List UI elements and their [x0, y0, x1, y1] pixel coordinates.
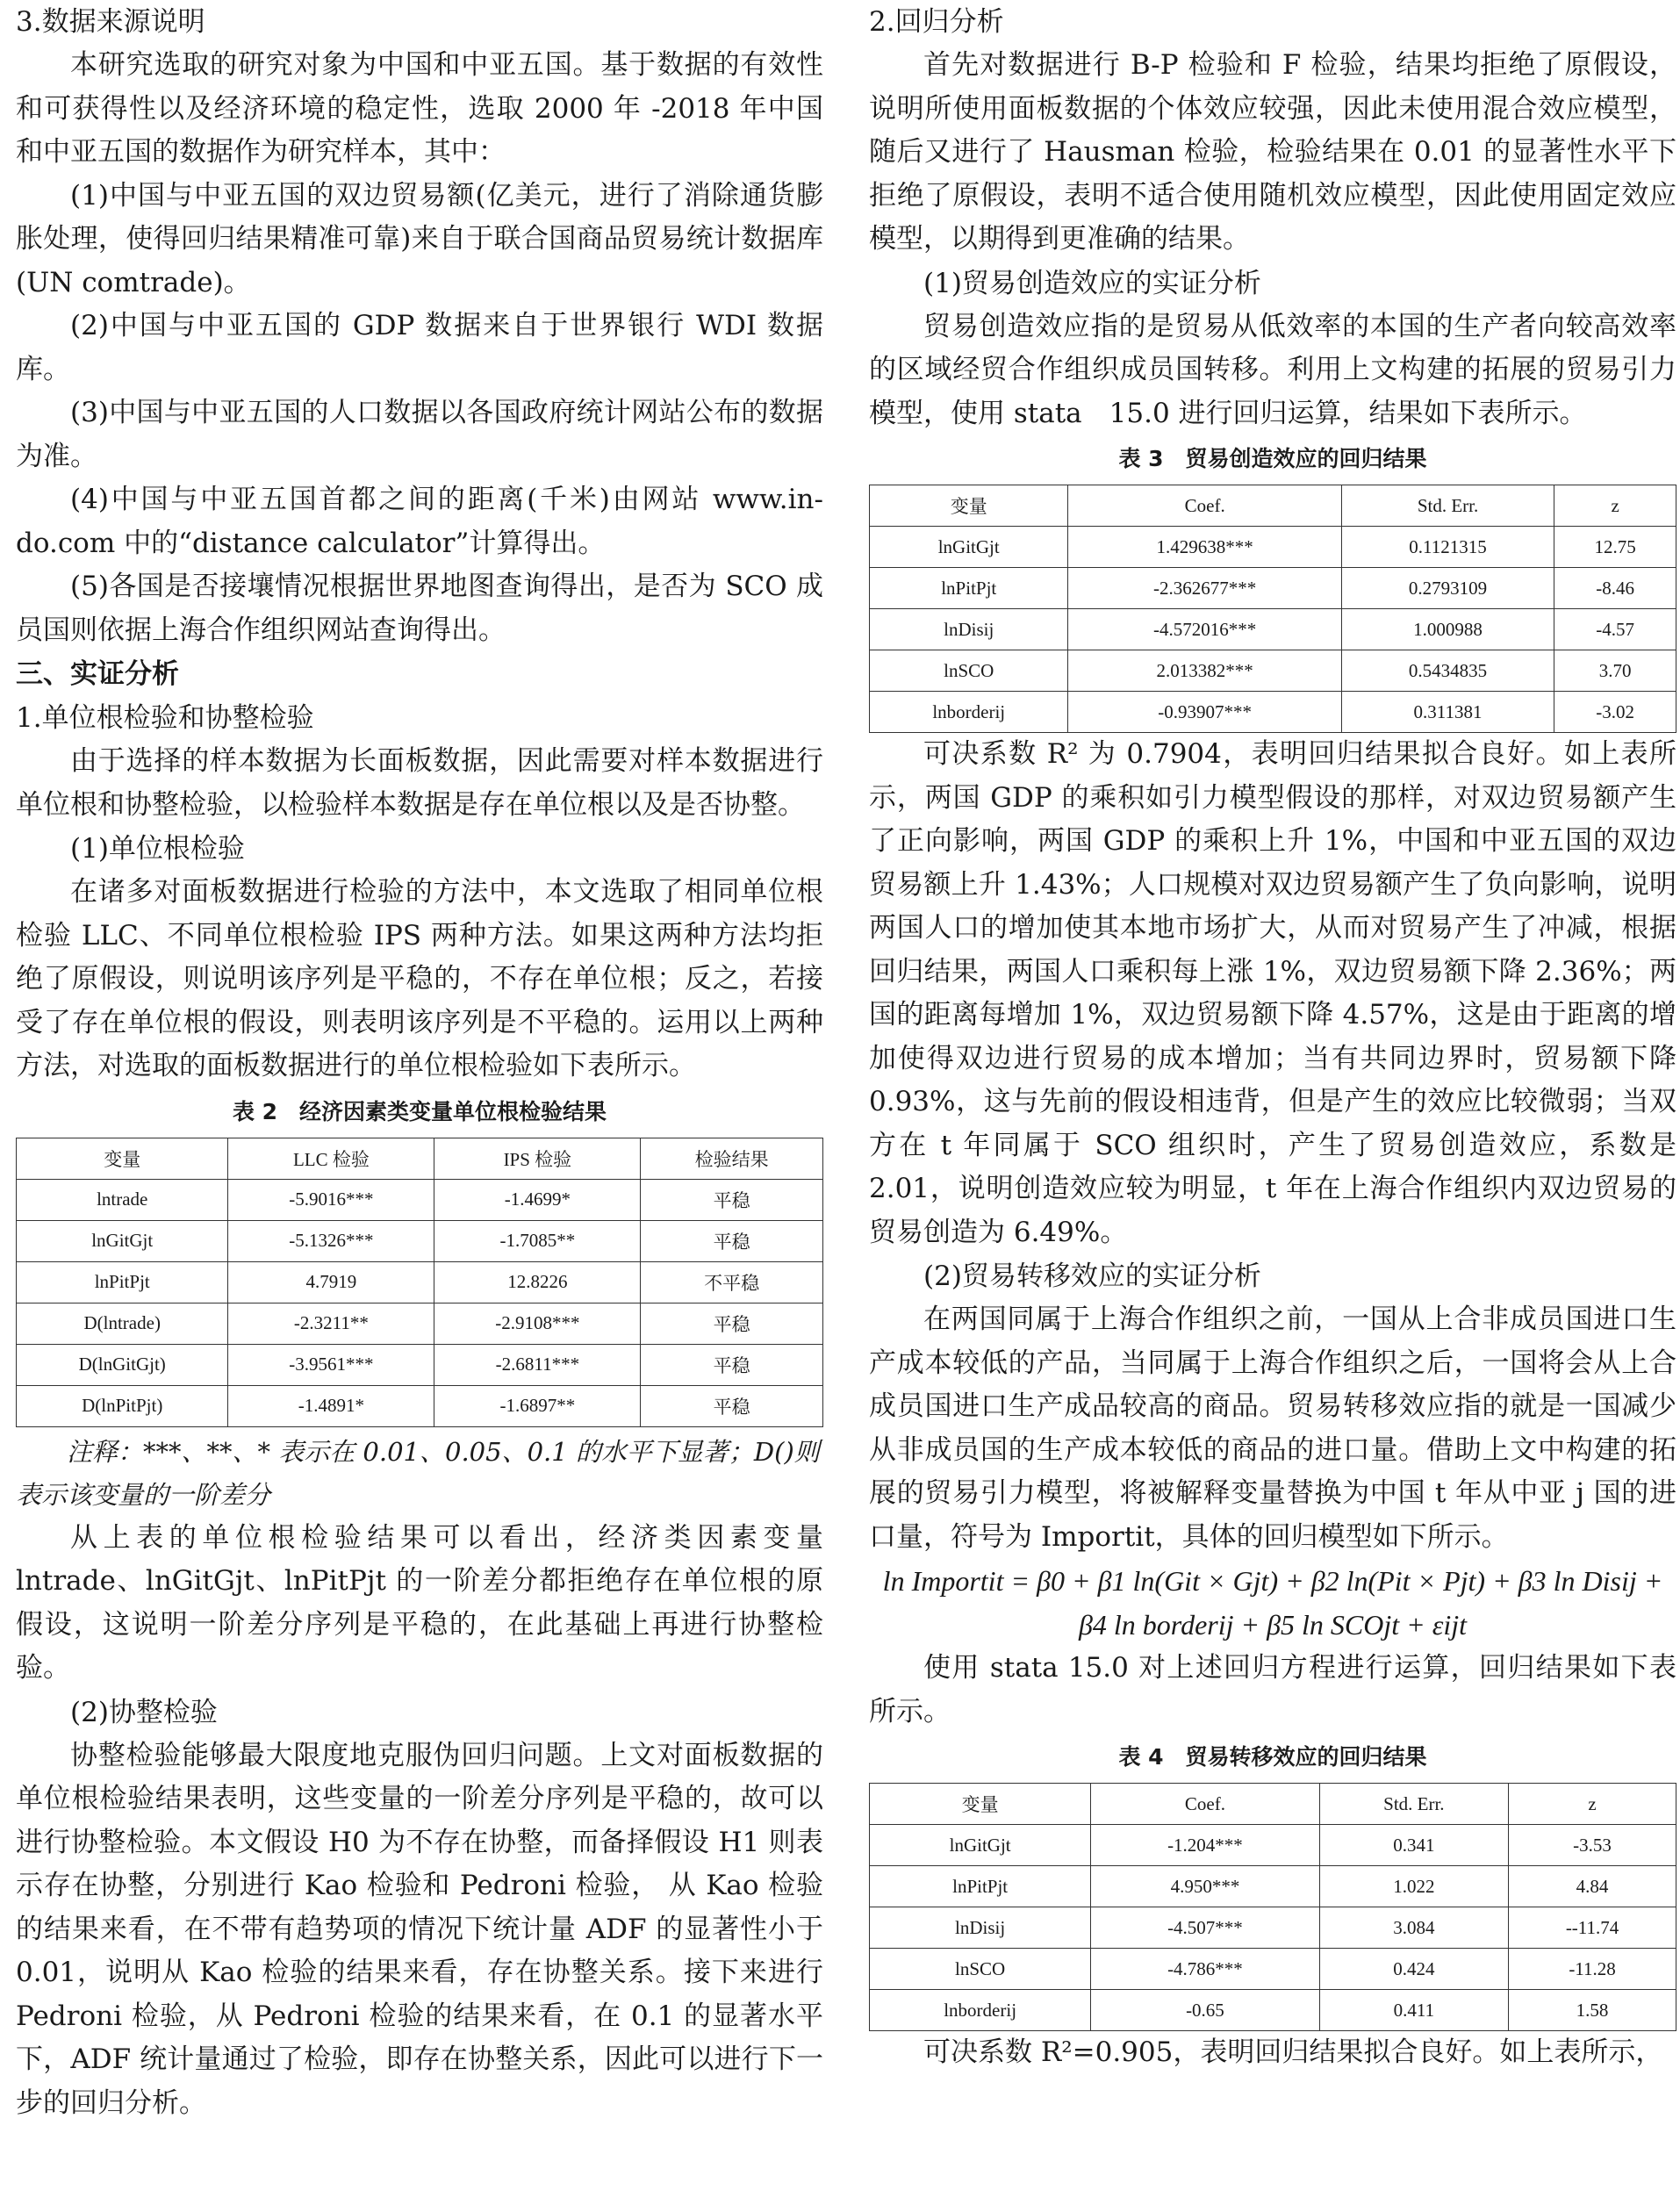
paragraph-unitroot-intro: 由于选择的样本数据为长面板数据，因此需要对样本数据进行单位根和协整检验，以检验样本数据是存在单位根以及是否协整。 — [16, 745, 823, 821]
table-cell: lnSCO — [870, 650, 1068, 692]
table-cell: 12.8226 — [434, 1261, 641, 1303]
paragraph-item-3: (3)中国与中亚五国的人口数据以各国政府统计网站公布的数据为准。 — [16, 397, 823, 472]
heading-unitroot-coint: 1.单位根检验和协整检验 — [16, 702, 314, 734]
table-row — [17, 1303, 823, 1344]
paragraph-unitroot-result: 从上表的单位根检验结果可以看出，经济类因素变量 lntrade、lnGitGjt、lnPitPjt 的一阶差分都拒绝存在单位根的原假设，这说明一阶差分序列是平稳的，在此基础上再进行协整检验。 — [16, 1521, 823, 1684]
table4-trade-diversion — [869, 1783, 1676, 2031]
table2-unitroot — [16, 1138, 823, 1427]
table4-caption: 表 4 贸易转移效应的回归结果 — [1118, 1744, 1427, 1770]
table-row — [870, 692, 1676, 733]
table-cell: -0.65 — [1091, 1990, 1319, 2031]
paragraph-final: 可决系数 R²=0.905，表明回归结果拟合良好。如上表所示， — [923, 2036, 1663, 2068]
table-cell: 4.7919 — [228, 1261, 434, 1303]
table-cell: 1.429638*** — [1068, 527, 1341, 568]
table-cell: -0.93907*** — [1068, 692, 1341, 733]
table-cell: -5.9016*** — [228, 1179, 434, 1220]
table-header: z — [1554, 485, 1676, 527]
table-header: Std. Err. — [1341, 485, 1554, 527]
subheading-trade-diversion: (2)贸易转移效应的实证分析 — [923, 1260, 1261, 1292]
table-cell: -1.204*** — [1091, 1825, 1319, 1866]
table-cell: 4.950*** — [1091, 1866, 1319, 1907]
table-cell: 0.5434835 — [1341, 650, 1554, 692]
table-header: IPS 检验 — [434, 1138, 641, 1179]
table-cell: lntrade — [17, 1179, 228, 1220]
table-cell: lnborderij — [870, 1990, 1091, 2031]
table-cell: 不平稳 — [641, 1261, 823, 1303]
subheading-trade-creation: (1)贸易创造效应的实证分析 — [923, 267, 1261, 299]
table-header: Std. Err. — [1319, 1784, 1508, 1825]
table-header: 变量 — [870, 485, 1068, 527]
table-cell: -1.4891* — [228, 1385, 434, 1426]
table-cell: lnborderij — [870, 692, 1068, 733]
table-cell: 平稳 — [641, 1179, 823, 1220]
table-cell: lnGitGjt — [870, 1825, 1091, 1866]
table-cell: 平稳 — [641, 1220, 823, 1261]
heading-regression: 2.回归分析 — [869, 6, 1004, 38]
paragraph-trade-creation: 贸易创造效应指的是贸易从低效率的本国的生产者向较高效率的区域经贸合作组织成员国转移。利用上文构建的拓展的贸易引力模型，使用 stata 15.0 进行回归运算，结果如下表所示。 — [869, 310, 1676, 429]
table-row — [17, 1220, 823, 1261]
table-cell: 平稳 — [641, 1303, 823, 1344]
paragraph-item-2: (2)中国与中亚五国的 GDP 数据来自于世界银行 WDI 数据库。 — [16, 310, 823, 385]
table-cell: 平稳 — [641, 1344, 823, 1385]
table-row — [17, 1344, 823, 1385]
paragraph-item-5: (5)各国是否接壤情况根据世界地图查询得出，是否为 SCO 成员国则依据上海合作组织网站查询得出。 — [16, 571, 823, 646]
right-column — [869, 0, 1676, 2075]
table-cell: lnPitPjt — [870, 568, 1068, 609]
table-cell: 0.411 — [1319, 1990, 1508, 2031]
table-cell: lnDisij — [870, 1907, 1091, 1949]
table-cell: -4.57 — [1554, 609, 1676, 650]
table3-caption: 表 3 贸易创造效应的回归结果 — [1118, 446, 1427, 471]
table-cell: 0.424 — [1319, 1949, 1508, 1990]
table-row — [870, 650, 1676, 692]
table-header: Coef. — [1091, 1784, 1319, 1825]
table-cell: -1.6897** — [434, 1385, 641, 1426]
table-row — [870, 609, 1676, 650]
table-row — [17, 1385, 823, 1426]
table3-trade-creation — [869, 485, 1676, 733]
table-header: LLC 检验 — [228, 1138, 434, 1179]
table-cell: D(lntrade) — [17, 1303, 228, 1344]
table-cell: -1.4699* — [434, 1179, 641, 1220]
paragraph-coint: 协整检验能够最大限度地克服伪回归问题。上文对面板数据的单位根检验结果表明，这些变量的一阶差分序列是平稳的，故可以进行协整检验。本文假设 H0 为不存在协整，而备择假设 H1 则表示存在协整，分别进行 Kao 检验和 Pedroni 检验， 从 Kao 检验的结果来看，在不带有趋势项的情况下统计量 ADF 的显著性小于 0.01，说明从 Kao 检验的结果来看，存在协整关系。接下来进行 Pedroni 检验，从 Pedroni 检验的结果来看，在 0.1 的显著水平下，ADF 统计量通过了检验，即存在协整关系，因此可以进行下一步的回归分析。 — [16, 1739, 823, 2119]
table-cell: 12.75 — [1554, 527, 1676, 568]
paragraph-item-4: (4)中国与中亚五国首都之间的距离(千米)由网站 www.in-do.com 中的“distance calculator”计算得出。 — [16, 484, 823, 559]
table-cell: -2.3211** — [228, 1303, 434, 1344]
table-header: z — [1509, 1784, 1676, 1825]
table-header: 变量 — [870, 1784, 1091, 1825]
paragraph-trade-creation-result: 可决系数 R² 为 0.7904，表明回归结果拟合良好。如上表所示，两国 GDP 的乘积如引力模型假设的那样，对双边贸易额产生了正向影响，两国 GDP 的乘积上升 1%，中国和中亚五国的双边贸易额上升 1.43%；人口规模对双边贸易额产生了负向影响，说明两国人口的增加使其本地市场扩大，从而对贸易产生了冲减，根据回归结果，两国人口乘积每上涨 1%，双边贸易额下降 2.36%；两国的距离每增加 1%，双边贸易额下降 4.57%，这是由于距离的增加使得双边进行贸易的成本增加；当有共同边界时，贸易额下降 0.93%，这与先前的假设相违背，但是产生的效应比较微弱；当双方在 t 年同属于 SCO 组织时，产生了贸易创造效应，系数是 2.01，说明创造效应较为明显，t 年在上海合作组织内双边贸易的贸易创造为 6.49%。 — [869, 738, 1676, 1248]
table-cell: -2.6811*** — [434, 1344, 641, 1385]
table-cell: -4.786*** — [1091, 1949, 1319, 1990]
table-cell: -5.1326*** — [228, 1220, 434, 1261]
table-cell: lnSCO — [870, 1949, 1091, 1990]
table-cell: lnPitPjt — [17, 1261, 228, 1303]
formula-line-2: β4 ln borderij + β5 ln SCOjt + εijt — [1078, 1609, 1468, 1641]
table-header: Coef. — [1068, 485, 1341, 527]
table-cell: 0.1121315 — [1341, 527, 1554, 568]
table-cell: 1.022 — [1319, 1866, 1508, 1907]
table-cell: -1.7085** — [434, 1220, 641, 1261]
table-row — [870, 1825, 1676, 1866]
table-row — [17, 1261, 823, 1303]
table-row — [870, 568, 1676, 609]
table-row — [870, 527, 1676, 568]
table2-caption: 表 2 经济因素类变量单位根检验结果 — [232, 1098, 607, 1124]
table-cell: --11.74 — [1509, 1907, 1676, 1949]
table-cell: lnGitGjt — [17, 1220, 228, 1261]
table-cell: -3.02 — [1554, 692, 1676, 733]
table-cell: D(lnGitGjt) — [17, 1344, 228, 1385]
left-column — [16, 0, 823, 2125]
table-cell: 0.2793109 — [1341, 568, 1554, 609]
heading-data-source: 3.数据来源说明 — [16, 6, 205, 38]
paragraph-trade-diversion: 在两国同属于上海合作组织之前，一国从上合非成员国进口生产成本较低的产品，当同属于上海合作组织之后，一国将会从上合成员国进口生产成品较高的商品。贸易转移效应指的就是一国减少从非成员国的生产成本较低的商品的进口量。借助上文中构建的拓展的贸易引力模型，将被解释变量替换为中国 t 年从中亚 j 国的进口量，符号为 Importit，具体的回归模型如下所示。 — [869, 1304, 1676, 1553]
table-cell: lnPitPjt — [870, 1866, 1091, 1907]
table-cell: 3.70 — [1554, 650, 1676, 692]
table-cell: 0.311381 — [1341, 692, 1554, 733]
table-cell: -11.28 — [1509, 1949, 1676, 1990]
table-row — [870, 1990, 1676, 2031]
formula-line-1: ln Importit = β0 + β1 ln(Git × Gjt) + β2 ln(Pit × Pjt) + β3 ln Disij + — [882, 1565, 1663, 1597]
table-cell: 1.58 — [1509, 1990, 1676, 2031]
section-heading-empirical: 三、实证分析 — [16, 658, 179, 690]
table-cell: 3.084 — [1319, 1907, 1508, 1949]
paragraph-unitroot: 在诸多对面板数据进行检验的方法中，本文选取了相同单位根检验 LLC、不同单位根检验 IPS 两种方法。如果这两种方法均拒绝了原假设，则说明该序列是平稳的，不存在单位根；反之，若接受了存在单位根的假设，则表明该序列是不平稳的。运用以上两种方法，对选取的面板数据进行的单位根检验如下表所示。 — [16, 876, 823, 1081]
table-cell: -3.53 — [1509, 1825, 1676, 1866]
table-header: 变量 — [17, 1138, 228, 1179]
table-row — [17, 1179, 823, 1220]
table-cell: 2.013382*** — [1068, 650, 1341, 692]
table-row — [870, 1907, 1676, 1949]
paragraph-item-1: (1)中国与中亚五国的双边贸易额(亿美元，进行了消除通货膨胀处理，使得回归结果精准可靠)来自于联合国商品贸易统计数据库(UN comtrade)。 — [16, 179, 823, 298]
table-cell: lnDisij — [870, 609, 1068, 650]
table-cell: 平稳 — [641, 1385, 823, 1426]
table-cell: lnGitGjt — [870, 527, 1068, 568]
table-cell: -2.9108*** — [434, 1303, 641, 1344]
table-row — [870, 1949, 1676, 1990]
table2-note: 注释：***、**、* 表示在 0.01、0.05、0.1 的水平下显著；D()则表示该变量的一阶差分 — [16, 1436, 820, 1510]
table-row — [870, 1866, 1676, 1907]
table-cell: 1.000988 — [1341, 609, 1554, 650]
paragraph-regression: 首先对数据进行 B-P 检验和 F 检验，结果均拒绝了原假设，说明所使用面板数据的个体效应较强，因此未使用混合效应模型，随后又进行了 Hausman 检验，检验结果在 0.01 的显著性水平下拒绝了原假设，表明不适合使用随机效应模型，因此使用固定效应模型，以期得到更准确的结果。 — [869, 49, 1676, 255]
table-cell: D(lnPitPjt) — [17, 1385, 228, 1426]
table-cell: -8.46 — [1554, 568, 1676, 609]
paragraph-stata: 使用 stata 15.0 对上述回归方程进行运算，回归结果如下表所示。 — [869, 1652, 1676, 1727]
table-cell: 4.84 — [1509, 1866, 1676, 1907]
subheading-unitroot: (1)单位根检验 — [70, 833, 245, 865]
table-cell: -2.362677*** — [1068, 568, 1341, 609]
paragraph-intro: 本研究选取的研究对象为中国和中亚五国。基于数据的有效性和可获得性以及经济环境的稳定性，选取 2000 年 -2018 年中国和中亚五国的数据作为研究样本，其中： — [16, 49, 823, 168]
table-cell: -4.572016*** — [1068, 609, 1341, 650]
table-cell: -4.507*** — [1091, 1907, 1319, 1949]
table-cell: -3.9561*** — [228, 1344, 434, 1385]
table-cell: 0.341 — [1319, 1825, 1508, 1866]
subheading-coint: (2)协整检验 — [70, 1696, 218, 1728]
table-header: 检验结果 — [641, 1138, 823, 1179]
